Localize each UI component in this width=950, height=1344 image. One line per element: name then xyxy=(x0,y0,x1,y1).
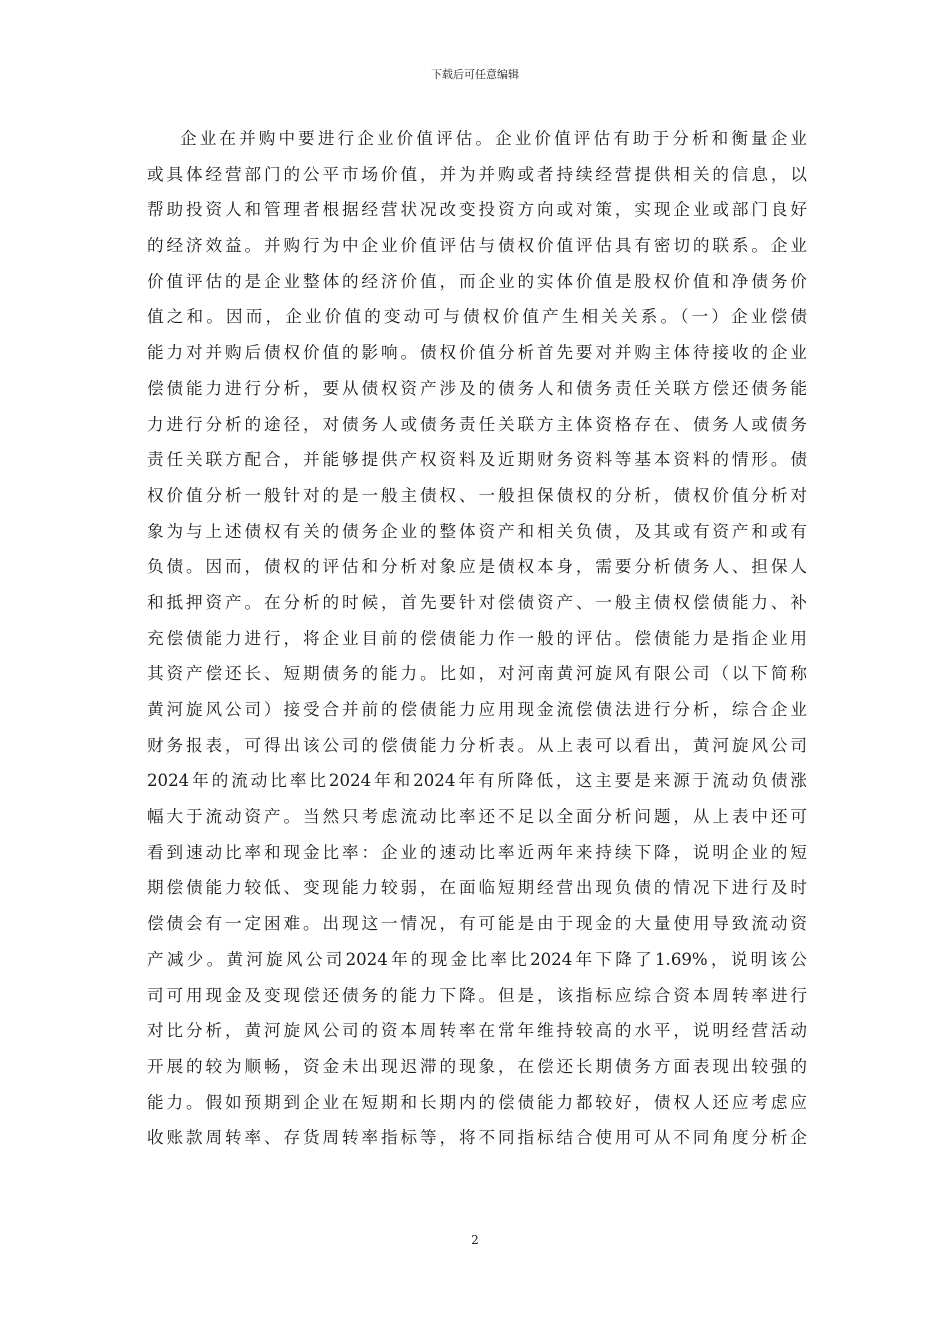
text-line: 企业在并购中要进行企业价值评估。企业价值评估有助于分析和衡量企业 xyxy=(180,129,807,148)
text-line: 幅大于流动资产。当然只考虑流动比率还不足以全面分析问题，从上表中还可 xyxy=(147,807,807,827)
text-line: 值之和。因而，企业价值的变动可与债权价值产生相关关系。（一）企业偿债 xyxy=(147,307,807,327)
text-line: 看到速动比率和现金比率：企业的速动比率近两年来持续下降，说明企业的短 xyxy=(147,842,807,862)
text-line: 产减少。黄河旋风公司2024年的现金比率比2024年下降了1.69%，说明该公 xyxy=(147,949,807,969)
text-line: 权价值分析一般针对的是一般主债权、一般担保债权的分析，债权价值分析对 xyxy=(147,485,807,505)
body-paragraph xyxy=(147,121,807,1156)
text-line: 2024年的流动比率比2024年和2024年有所降低，这主要是来源于流动负债涨 xyxy=(147,771,807,791)
text-line: 财务报表，可得出该公司的偿债能力分析表。从上表可以看出，黄河旋风公司 xyxy=(147,735,807,755)
text-line: 帮助投资人和管理者根据经营状况改变投资方向或对策，实现企业或部门良好 xyxy=(147,200,807,220)
text-line: 价值评估的是企业整体的经济价值，而企业的实体价值是股权价值和净债务价 xyxy=(147,271,807,291)
text-line: 偿债能力进行分析，要从债权资产涉及的债务人和债务责任关联方偿还债务能 xyxy=(147,378,807,398)
text-line: 司可用现金及变现偿还债务的能力下降。但是，该指标应综合资本周转率进行 xyxy=(147,985,807,1005)
text-line: 收账款周转率、存货周转率指标等，将不同指标结合使用可从不同角度分析企 xyxy=(147,1128,807,1148)
text-line: 对比分析，黄河旋风公司的资本周转率在常年维持较高的水平，说明经营活动 xyxy=(147,1021,807,1041)
text-line: 力进行分析的途径，对债务人或债务责任关联方主体资格存在、债务人或债务 xyxy=(147,414,807,434)
page-header-note: 下载后可任意编辑 xyxy=(431,68,519,81)
text-line: 开展的较为顺畅，资金未出现迟滞的现象，在偿还长期债务方面表现出较强的 xyxy=(147,1056,807,1076)
text-line: 和抵押资产。在分析的时候，首先要针对偿债资产、一般主债权偿债能力、补 xyxy=(147,592,807,612)
text-line: 责任关联方配合，并能够提供产权资料及近期财务资料等基本资料的情形。债 xyxy=(147,450,807,470)
text-line: 负债。因而，债权的评估和分析对象应是债权本身，需要分析债务人、担保人 xyxy=(147,557,807,577)
text-line: 其资产偿还长、短期债务的能力。比如，对河南黄河旋风有限公司（以下简称 xyxy=(147,664,807,684)
text-line: 或具体经营部门的公平市场价值，并为并购或者持续经营提供相关的信息，以 xyxy=(147,164,807,184)
page-number: 2 xyxy=(471,1233,479,1247)
text-line: 黄河旋风公司）接受合并前的偿债能力应用现金流偿债法进行分析，综合企业 xyxy=(147,700,807,719)
text-line: 象为与上述债权有关的债务企业的整体资产和相关负债，及其或有资产和或有 xyxy=(147,521,807,541)
text-line: 偿债会有一定困难。出现这一情况，有可能是由于现金的大量使用导致流动资 xyxy=(147,914,807,934)
text-line: 能力。假如预期到企业在短期和长期内的偿债能力都较好，债权人还应考虑应 xyxy=(147,1092,807,1112)
text-line: 能力对并购后债权价值的影响。债权价值分析首先要对并购主体待接收的企业 xyxy=(147,343,807,363)
text-line: 充偿债能力进行，将企业目前的偿债能力作一般的评估。偿债能力是指企业用 xyxy=(147,628,807,648)
text-line: 期偿债能力较低、变现能力较弱，在面临短期经营出现负债的情况下进行及时 xyxy=(147,878,807,898)
text-line: 的经济效益。并购行为中企业价值评估与债权价值评估具有密切的联系。企业 xyxy=(147,236,807,256)
